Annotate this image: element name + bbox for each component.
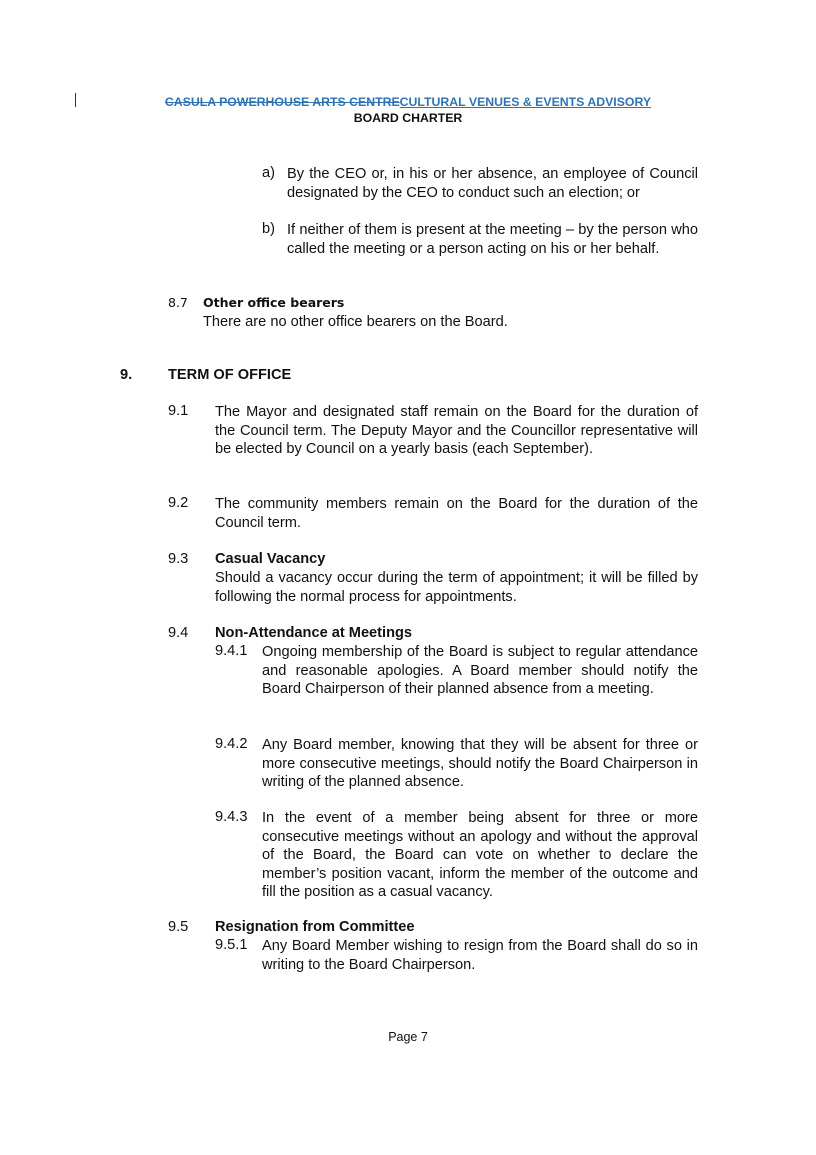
- section-9-number: 9.: [120, 367, 133, 383]
- header-subtitle: BOARD CHARTER: [353, 111, 463, 125]
- section-9-1-text: The Mayor and designated staff remain on the Board for the duration of the Council term. The Deputy Mayor and the Councillor representative will be elected by Council on a yearly basis (each September).: [215, 404, 698, 457]
- section-8-7-text: There are no other office bearers on the Board.: [203, 314, 508, 330]
- section-9-5-title: Resignation from Committee: [215, 919, 415, 935]
- section-9-4-2-text: Any Board member, knowing that they will be absent for three or more consecutive meetings, should notify the Board Chairperson in writing of the planned absence.: [262, 737, 698, 790]
- header-title: [0, 95, 816, 109]
- page-number: Page 7: [388, 1030, 428, 1044]
- list-item-a: By the CEO or, in his or her absence, an employee of Council designated by the CEO to conduct such an election; or: [287, 166, 698, 201]
- section-9-3-text: Should a vacancy occur during the term of appointment; it will be filled by following the normal process for appointments.: [215, 570, 698, 605]
- section-9-3-title: Casual Vacancy: [215, 551, 326, 567]
- header-inserted-text: CULTURAL VENUES & EVENTS ADVISORY: [399, 95, 652, 109]
- section-9-3-number: 9.3: [168, 551, 189, 567]
- section-9-5-1-number: 9.5.1: [215, 937, 248, 953]
- section-9-4-1-text: Ongoing membership of the Board is subject to regular attendance and reasonable apologies. A Board member should notify the Board Chairperson of their planned absence from a meeting.: [262, 644, 698, 697]
- section-9-5-number: 9.5: [168, 919, 189, 935]
- section-9-4-3-text: In the event of a member being absent for three or more consecutive meetings without an apology and without the approval of the Board, the Board can vote on whether to declare the member’s position vacant, inform the member of the outcome and fill the position as a casual vacancy.: [262, 810, 698, 900]
- section-9-4-number: 9.4: [168, 625, 189, 641]
- list-label-a: a): [262, 165, 275, 181]
- section-9-4-3-number: 9.4.3: [215, 809, 248, 825]
- section-8-7-number: 8.7: [168, 295, 188, 310]
- list-label-b: b): [262, 221, 275, 237]
- section-8-7-title: Other office bearers: [203, 295, 345, 310]
- section-9-1-number: 9.1: [168, 403, 189, 419]
- section-9-5-1-text: Any Board Member wishing to resign from the Board shall do so in writing to the Board Chairperson.: [262, 938, 698, 973]
- section-9-2-text: The community members remain on the Board for the duration of the Council term.: [215, 496, 698, 531]
- section-9-4-2-number: 9.4.2: [215, 736, 248, 752]
- header-deleted-text: CASULA POWERHOUSE ARTS CENTRE: [164, 95, 400, 109]
- section-9-4-1-number: 9.4.1: [215, 643, 248, 659]
- section-9-title: TERM OF OFFICE: [168, 367, 292, 383]
- section-9-2-number: 9.2: [168, 495, 189, 511]
- list-item-b: If neither of them is present at the meeting – by the person who called the meeting or a person acting on his or her behalf.: [287, 222, 698, 257]
- section-9-4-title: Non-Attendance at Meetings: [215, 625, 413, 641]
